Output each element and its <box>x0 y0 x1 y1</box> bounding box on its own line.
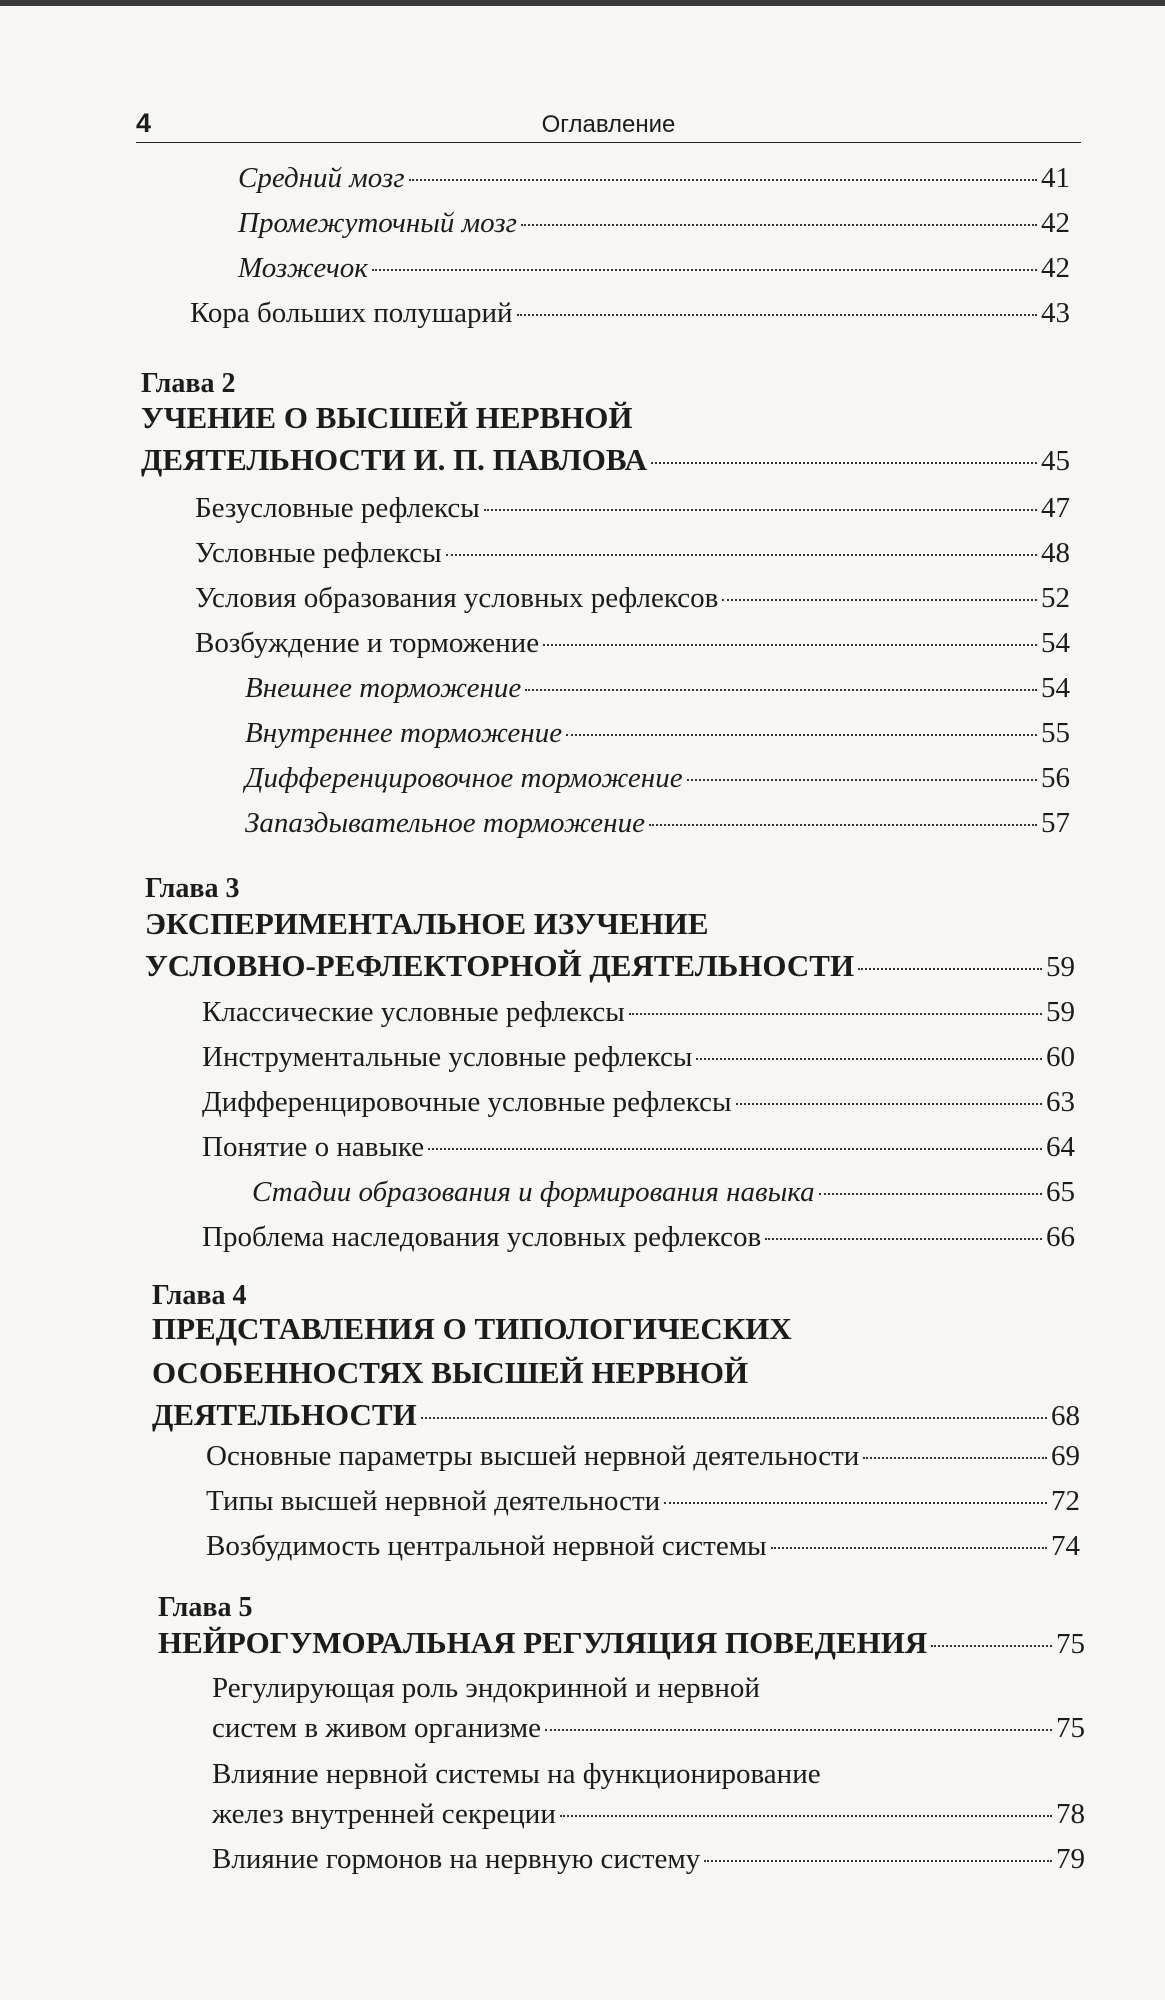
toc-page-number: 55 <box>1041 717 1070 749</box>
chapter-3-title-line2: УСЛОВНО-РЕФЛЕКТОРНОЙ ДЕЯТЕЛЬНОСТИ <box>145 948 855 983</box>
toc-entry-title: Мозжечок <box>238 252 368 284</box>
dot-leader <box>765 1238 1042 1240</box>
toc-entry-title: Основные параметры высшей нервной деятельности <box>206 1440 860 1472</box>
dot-leader <box>858 968 1042 970</box>
toc-entry-title: Запаздывательное торможение <box>245 807 645 839</box>
chapter-5-title-line1: НЕЙРОГУМОРАЛЬНАЯ РЕГУЛЯЦИЯ ПОВЕДЕНИЯ <box>158 1625 928 1660</box>
toc-page-number: 56 <box>1041 762 1070 794</box>
toc-page-number: 63 <box>1046 1086 1075 1118</box>
toc-entry[interactable] <box>245 762 1070 802</box>
toc-entry-title: Влияние гормонов на нервную систему <box>212 1843 701 1875</box>
dot-leader <box>517 314 1037 316</box>
toc-entry-title: Возбудимость центральной нервной системы <box>206 1530 767 1562</box>
chapter-4-title-line1: ПРЕДСТАВЛЕНИЯ О ТИПОЛОГИЧЕСКИХ <box>152 1311 792 1346</box>
toc-page-number: 43 <box>1041 297 1070 329</box>
toc-entry[interactable] <box>212 1712 1085 1752</box>
toc-entry[interactable] <box>238 207 1070 247</box>
toc-entry[interactable] <box>252 1176 1075 1216</box>
chapter-2-label: Глава 2 <box>141 368 236 399</box>
toc-entry[interactable] <box>190 297 1070 337</box>
toc-entry-title: Средний мозг <box>238 162 405 194</box>
chapter-5-label: Глава 5 <box>158 1592 253 1623</box>
dot-leader <box>771 1547 1047 1549</box>
toc-entry-title: Стадии образования и формирования навыка <box>252 1176 815 1208</box>
dot-leader <box>664 1502 1047 1504</box>
dot-leader <box>819 1193 1042 1195</box>
toc-page-number: 48 <box>1041 537 1070 569</box>
dot-leader <box>651 462 1037 464</box>
toc-entry-title: Проблема наследования условных рефлексов <box>202 1221 762 1253</box>
toc-page-number: 52 <box>1041 582 1070 614</box>
toc-entry[interactable] <box>195 582 1070 622</box>
dot-leader <box>687 779 1037 781</box>
dot-leader <box>421 1417 1047 1419</box>
toc-page-number: 41 <box>1041 162 1070 194</box>
toc-entry[interactable] <box>245 717 1070 757</box>
dot-leader <box>372 269 1037 271</box>
dot-leader <box>409 179 1037 181</box>
toc-page-number: 66 <box>1046 1221 1075 1253</box>
toc-page-number: 75 <box>1056 1628 1085 1660</box>
toc-entry[interactable] <box>202 996 1075 1036</box>
dot-leader <box>484 509 1037 511</box>
toc-entry[interactable] <box>202 1131 1075 1171</box>
page-top-edge <box>0 0 1165 6</box>
dot-leader <box>560 1815 1052 1817</box>
toc-entry-title-line2: желез внутренней секреции <box>212 1798 556 1830</box>
chapter-3-label: Глава 3 <box>145 873 240 904</box>
toc-page-number: 45 <box>1041 445 1070 477</box>
chapter-4-entry[interactable] <box>152 1397 1080 1437</box>
toc-entry-title: Понятие о навыке <box>202 1131 425 1163</box>
toc-entry[interactable] <box>195 492 1070 532</box>
toc-page-number: 69 <box>1051 1440 1080 1472</box>
toc-entry[interactable] <box>206 1485 1080 1525</box>
dot-leader <box>525 689 1037 691</box>
toc-entry[interactable] <box>206 1440 1080 1480</box>
chapter-3-entry[interactable] <box>145 948 1075 988</box>
toc-entry-title: Условные рефлексы <box>195 537 442 569</box>
chapter-4-title-line2: ОСОБЕННОСТЯХ ВЫСШЕЙ НЕРВНОЙ <box>152 1355 749 1390</box>
chapter-2-entry[interactable] <box>141 442 1070 482</box>
toc-page-number: 59 <box>1046 951 1075 983</box>
toc-entry[interactable] <box>212 1798 1085 1838</box>
dot-leader <box>863 1457 1047 1459</box>
dot-leader <box>566 734 1037 736</box>
dot-leader <box>722 599 1037 601</box>
toc-page-number: 72 <box>1051 1485 1080 1517</box>
dot-leader <box>446 554 1037 556</box>
toc-page-number: 74 <box>1051 1530 1080 1562</box>
chapter-5-entry[interactable] <box>158 1625 1085 1665</box>
toc-page-number: 42 <box>1041 252 1070 284</box>
toc-entry[interactable] <box>195 537 1070 577</box>
dot-leader <box>736 1103 1043 1105</box>
toc-page-number: 78 <box>1056 1798 1085 1830</box>
toc-page-number: 54 <box>1041 672 1070 704</box>
toc-entry-title-line1: Регулирующая роль эндокринной и нервной <box>212 1672 760 1704</box>
toc-page-number: 60 <box>1046 1041 1075 1073</box>
toc-page-number: 42 <box>1041 207 1070 239</box>
toc-page-number: 54 <box>1041 627 1070 659</box>
dot-leader <box>629 1013 1042 1015</box>
dot-leader <box>545 1729 1052 1731</box>
toc-entry-title: Условия образования условных рефлексов <box>195 582 719 614</box>
toc-entry[interactable] <box>212 1843 1085 1883</box>
dot-leader <box>931 1645 1052 1647</box>
chapter-2-title-line1: УЧЕНИЕ О ВЫСШЕЙ НЕРВНОЙ <box>141 400 633 435</box>
toc-page-number: 68 <box>1051 1400 1080 1432</box>
toc-entry-title: Инструментальные условные рефлексы <box>202 1041 693 1073</box>
toc-entry[interactable] <box>202 1221 1075 1261</box>
toc-entry[interactable] <box>202 1086 1075 1126</box>
toc-entry-title: Безусловные рефлексы <box>195 492 480 524</box>
toc-entry-title: Дифференцировочные условные рефлексы <box>202 1086 732 1118</box>
toc-page-number: 47 <box>1041 492 1070 524</box>
toc-entry-title: Возбуждение и торможение <box>195 627 540 659</box>
dot-leader <box>649 824 1037 826</box>
toc-entry[interactable] <box>206 1530 1080 1570</box>
toc-entry[interactable] <box>238 252 1070 292</box>
toc-entry[interactable] <box>195 627 1070 667</box>
dot-leader <box>543 644 1037 646</box>
dot-leader <box>428 1148 1042 1150</box>
page-number: 4 <box>136 108 152 138</box>
dot-leader <box>704 1860 1052 1862</box>
toc-entry[interactable] <box>245 807 1070 847</box>
dot-leader <box>696 1058 1042 1060</box>
page-header <box>136 108 1081 143</box>
toc-page-number: 65 <box>1046 1176 1075 1208</box>
running-title: Оглавление <box>541 111 676 138</box>
toc-entry-title-line2: систем в живом организме <box>212 1712 542 1744</box>
toc-entry-title: Промежуточный мозг <box>238 207 517 239</box>
chapter-4-label: Глава 4 <box>152 1280 247 1311</box>
toc-entry-title: Внутреннее торможение <box>245 717 563 749</box>
toc-page-number: 79 <box>1056 1843 1085 1875</box>
toc-page-number: 64 <box>1046 1131 1075 1163</box>
dot-leader <box>521 224 1037 226</box>
chapter-3-title-line1: ЭКСПЕРИМЕНТАЛЬНОЕ ИЗУЧЕНИЕ <box>145 906 709 941</box>
toc-entry-title-line1: Влияние нервной системы на функционирование <box>212 1758 821 1790</box>
toc-entry[interactable] <box>238 162 1070 202</box>
toc-entry[interactable] <box>202 1041 1075 1081</box>
toc-entry-title: Классические условные рефлексы <box>202 996 625 1028</box>
toc-entry-title: Дифференцировочное торможение <box>245 762 683 794</box>
toc-entry[interactable] <box>245 672 1070 712</box>
toc-page-number: 59 <box>1046 996 1075 1028</box>
toc-entry-title: Внешнее торможение <box>245 672 522 704</box>
toc-entry-title: Кора больших полушарий <box>190 297 513 329</box>
toc-entry-title: Типы высшей нервной деятельности <box>206 1485 661 1517</box>
toc-page-number: 57 <box>1041 807 1070 839</box>
chapter-4-title-line3: ДЕЯТЕЛЬНОСТИ <box>152 1397 417 1432</box>
toc-page-number: 75 <box>1056 1712 1085 1744</box>
chapter-2-title-line2: ДЕЯТЕЛЬНОСТИ И. П. ПАВЛОВА <box>141 442 648 477</box>
